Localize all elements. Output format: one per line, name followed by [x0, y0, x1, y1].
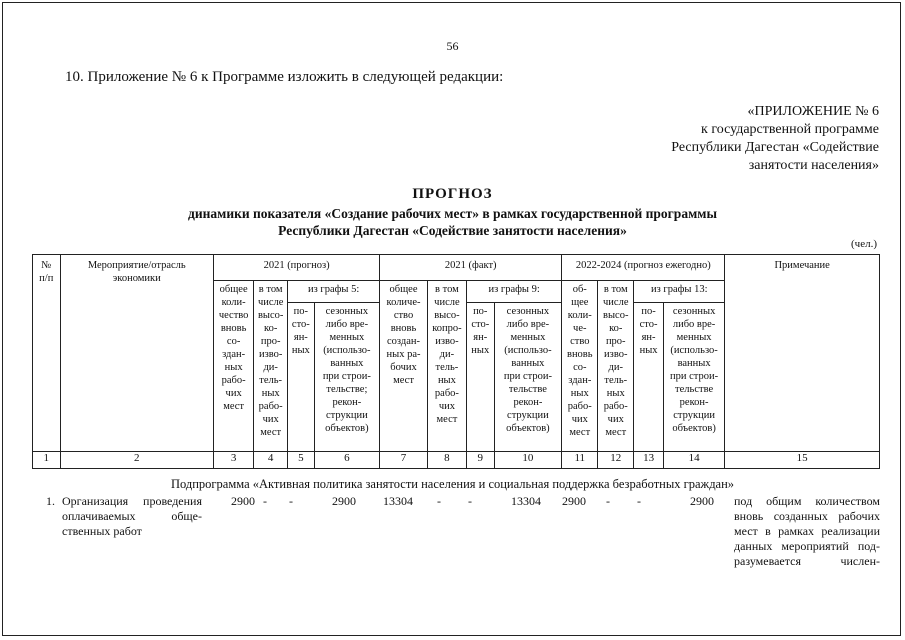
- column-number: 13: [634, 452, 664, 469]
- header-line: тельстве;: [326, 384, 368, 395]
- g1-incl: [254, 281, 288, 452]
- header-line: (использо-: [323, 345, 371, 356]
- header-line: рекон-: [513, 397, 543, 408]
- header-line: рабо-: [603, 401, 628, 412]
- g1-permanent: [288, 303, 314, 452]
- header-line: при строи-: [503, 371, 552, 382]
- header-2022-2024: 2022-2024 (прогноз ежегодно): [562, 255, 725, 281]
- header-line: по-: [641, 306, 656, 317]
- header-line: сезонных: [506, 306, 550, 317]
- forecast-table: [32, 254, 880, 469]
- header-line: здан-: [568, 375, 592, 386]
- header-line: либо вре-: [325, 319, 369, 330]
- header-line: со-: [573, 362, 587, 373]
- column-number: 11: [562, 452, 598, 469]
- header-line: ян-: [641, 332, 656, 343]
- column-numbers-row: [33, 452, 880, 469]
- page-number: 56: [446, 39, 459, 53]
- row-name: Организация проведения оплачиваемых обще- ственных работ: [62, 494, 202, 538]
- unit-label: (чел.): [851, 238, 877, 250]
- g1-seasonal: [314, 303, 380, 452]
- header-line: объектов): [325, 423, 369, 434]
- column-number: 10: [494, 452, 562, 469]
- header-line: мест: [569, 427, 591, 438]
- header-line: рекон-: [332, 397, 362, 408]
- header-line: коли-: [221, 297, 246, 308]
- header-line: объектов): [506, 423, 550, 434]
- header-line: мест: [605, 427, 627, 438]
- header-line: со-: [226, 336, 241, 347]
- document-subtitle: динамики показателя «Создание рабочих мест» в рамках государственной программы: [187, 206, 717, 221]
- header-line: ство: [570, 336, 590, 347]
- header-line: ных: [437, 375, 456, 386]
- header-line: рекон-: [679, 397, 709, 408]
- header-line: струкции: [507, 410, 549, 421]
- g2-seasonal: [494, 303, 562, 452]
- header-line: здан-: [222, 349, 246, 360]
- header-line: либо вре-: [506, 319, 550, 330]
- header-line: ян-: [293, 332, 308, 343]
- header-line: рабо-: [221, 375, 246, 386]
- header-line: вновь: [390, 323, 417, 334]
- appendix-line: Республики Дагестан «Содействие: [671, 140, 879, 155]
- column-number: 8: [427, 452, 466, 469]
- header-line: про-: [605, 336, 626, 347]
- header-line: (использо-: [670, 345, 718, 356]
- column-number: 15: [725, 452, 880, 469]
- header-line: изво-: [258, 349, 283, 360]
- header-line: вновь: [220, 323, 247, 334]
- header-line: изво-: [435, 336, 459, 347]
- header-line: по-: [473, 306, 488, 317]
- header-line: в том: [258, 284, 283, 295]
- header-line: мест: [260, 427, 282, 438]
- g3-seasonal: [663, 303, 724, 452]
- row-value: 2900: [332, 494, 356, 508]
- g1-from: из графы 5:: [288, 281, 380, 303]
- column-number: 6: [314, 452, 380, 469]
- header-2021-fact: 2021 (факт): [380, 255, 562, 281]
- header-line: ко-: [609, 323, 623, 334]
- header-line: ко-: [264, 323, 278, 334]
- header-line: сезонных: [672, 306, 716, 317]
- row-value: -: [289, 494, 293, 508]
- header-line: (использо-: [504, 345, 552, 356]
- header-line: изво-: [604, 349, 628, 360]
- header-note: Примечание: [725, 255, 880, 452]
- column-number: 7: [380, 452, 428, 469]
- header-line: высо-: [603, 310, 629, 321]
- header-line: менных: [510, 332, 546, 343]
- header-line: высо-: [257, 310, 284, 321]
- header-line: ванных: [330, 358, 364, 369]
- header-line: количе-: [386, 297, 421, 308]
- row-note: под общим количеством вновь созданных рабочих мест в рамках реализации данных мероприятий под- разумевается числен-: [734, 494, 880, 568]
- header-line: тель-: [259, 375, 283, 386]
- header-line: числе: [434, 297, 460, 308]
- row-value: 13304: [511, 494, 541, 508]
- document-title: ПРОГНОЗ: [412, 186, 493, 202]
- column-number: 5: [288, 452, 314, 469]
- header-line: мест: [436, 414, 458, 425]
- g2-total: [380, 281, 428, 452]
- row-value: 2900: [690, 494, 714, 508]
- header-line: ных: [570, 388, 589, 399]
- header-line: ных: [224, 362, 243, 373]
- header-line: менных: [329, 332, 365, 343]
- header-line: об-: [572, 284, 587, 295]
- header-line: чих: [607, 414, 624, 425]
- g2-incl: [427, 281, 466, 452]
- header-line: при строи-: [670, 371, 719, 382]
- header-2021-forecast: 2021 (прогноз): [214, 255, 380, 281]
- header-number: № п/п: [33, 255, 61, 452]
- header-line: сезонных: [325, 306, 369, 317]
- row-value: -: [606, 494, 610, 508]
- g3-incl: [598, 281, 634, 452]
- header-line: общее: [219, 284, 248, 295]
- header-line: сто-: [639, 319, 658, 330]
- row-value: -: [637, 494, 641, 508]
- header-line: чих: [438, 401, 455, 412]
- header-line: чих: [262, 414, 279, 425]
- appendix-header: [619, 103, 879, 175]
- header-line: тельстве: [675, 384, 714, 395]
- g2-from: из графы 9:: [467, 281, 562, 303]
- header-line: ди-: [439, 349, 455, 360]
- row-value: -: [263, 494, 267, 508]
- header-line: ных: [261, 388, 280, 399]
- column-number: 12: [598, 452, 634, 469]
- header-line: струкции: [326, 410, 368, 421]
- g1-total: [214, 281, 254, 452]
- section-title: Подпрограмма «Активная политика занятости населения и социальная поддержка безработных граждан»: [170, 477, 735, 491]
- header-line: ных: [291, 345, 310, 356]
- header-line: менных: [676, 332, 712, 343]
- header-line: струкции: [673, 410, 715, 421]
- header-line: чество: [218, 310, 249, 321]
- header-line: ди-: [608, 362, 623, 373]
- appendix-line: к государственной программе: [701, 122, 879, 137]
- g3-from: из графы 13:: [634, 281, 725, 303]
- header-line: числе: [603, 297, 629, 308]
- header-line: рабо-: [258, 401, 283, 412]
- header-line: щее: [571, 297, 589, 308]
- header-line: в том: [435, 284, 459, 295]
- column-number: 1: [33, 452, 61, 469]
- intro-text: 10. Приложение № 6 к Программе изложить в следующей редакции:: [65, 69, 504, 85]
- header-line: ванных: [677, 358, 711, 369]
- header-line: общее: [389, 284, 418, 295]
- appendix-line: «ПРИЛОЖЕНИЕ № 6: [747, 104, 879, 119]
- header-line: мест: [223, 401, 245, 412]
- header-line: чих: [571, 414, 588, 425]
- header-line: объектов): [672, 423, 716, 434]
- header-line: копро-: [432, 323, 462, 334]
- header-line: ванных: [511, 358, 545, 369]
- header-line: высо-: [434, 310, 460, 321]
- header-line: рабо-: [567, 401, 592, 412]
- header-line: ди-: [263, 362, 278, 373]
- header-line: тель-: [604, 375, 628, 386]
- header-line: ных: [639, 345, 658, 356]
- column-number: 14: [663, 452, 724, 469]
- header-line: ян-: [473, 332, 488, 343]
- g3-total: [562, 281, 598, 452]
- header-line: сто-: [471, 319, 490, 330]
- header-line: тель-: [435, 362, 459, 373]
- column-number: 2: [60, 452, 214, 469]
- column-number: 4: [254, 452, 288, 469]
- header-line: тельстве: [508, 384, 547, 395]
- header-line: либо вре-: [672, 319, 716, 330]
- g3-permanent: [634, 303, 664, 452]
- header-line: вновь: [566, 349, 593, 360]
- row-value: 13304: [383, 494, 413, 508]
- row-value: 2900: [231, 494, 255, 508]
- header-line: числе: [257, 297, 284, 308]
- header-line: ных ра-: [386, 349, 421, 360]
- row-value: -: [468, 494, 472, 508]
- header-line: сто-: [291, 319, 310, 330]
- header-line: бочих: [390, 362, 417, 373]
- header-line: создан-: [387, 336, 420, 347]
- row-value: 2900: [562, 494, 586, 508]
- column-number: 3: [214, 452, 254, 469]
- header-line: коли-: [567, 310, 592, 321]
- header-line: ство: [393, 310, 414, 321]
- header-line: при строи-: [322, 371, 371, 382]
- header-line: по-: [293, 306, 309, 317]
- appendix-line: занятости населения»: [748, 158, 879, 173]
- header-line: чих: [225, 388, 242, 399]
- row-value: -: [437, 494, 441, 508]
- row-number: 1.: [46, 494, 55, 508]
- column-number: 9: [467, 452, 495, 469]
- header-line: в том: [603, 284, 628, 295]
- g2-permanent: [467, 303, 495, 452]
- document-subtitle: Республики Дагестан «Содействие занятости населения»: [278, 223, 627, 238]
- header-line: рабо-: [434, 388, 459, 399]
- header-line: че-: [573, 323, 587, 334]
- header-line: ных: [606, 388, 625, 399]
- header-event: Мероприятие/отрасль экономики: [60, 255, 214, 452]
- header-line: про-: [260, 336, 281, 347]
- header-line: ных: [471, 345, 490, 356]
- header-line: мест: [393, 375, 414, 386]
